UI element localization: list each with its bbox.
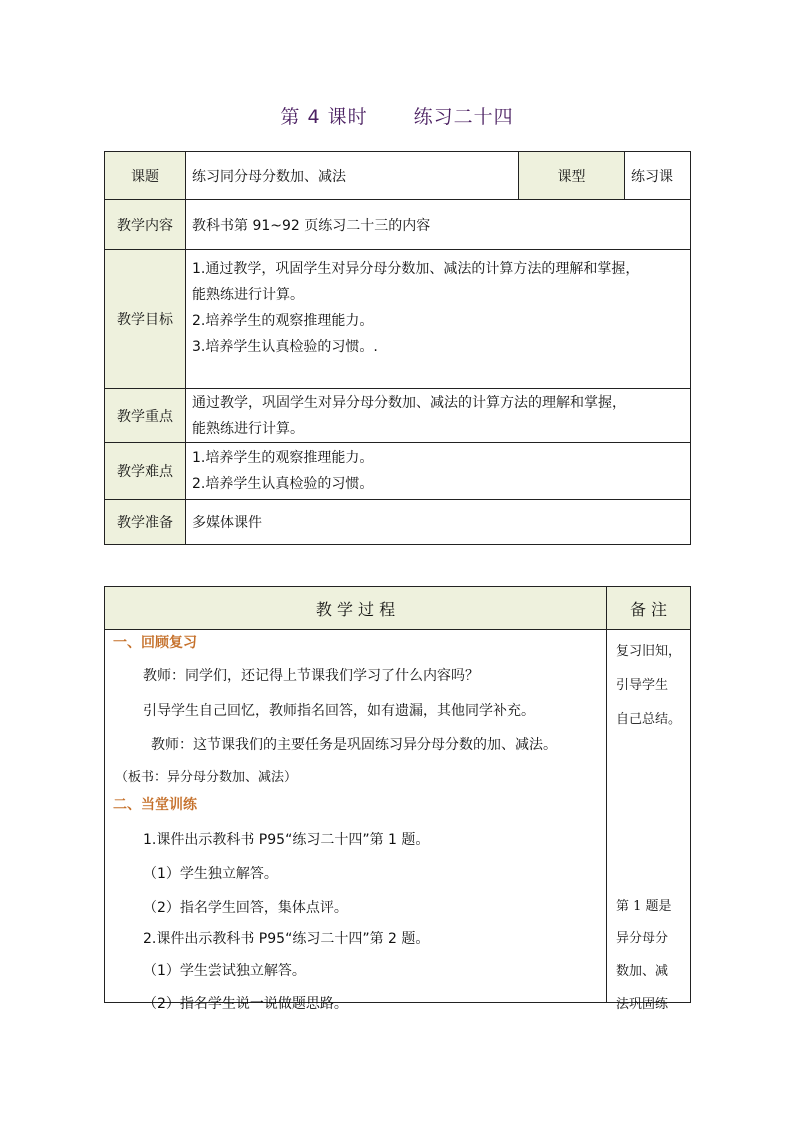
- type-value: 练习课: [625, 152, 691, 200]
- lesson-name: 练习二十四: [413, 106, 514, 128]
- note-line: 法巩固练: [616, 997, 669, 1012]
- prep-value: 多媒体课件: [186, 500, 691, 545]
- lesson-number: 第 4 课时: [280, 106, 368, 128]
- topic-label: 课题: [105, 152, 186, 200]
- key-value: [186, 389, 691, 443]
- topic-value: 练习同分母分数加、减法: [186, 152, 519, 200]
- process-line: 教师：同学们，还记得上节课我们学习了什么内容吗？: [143, 668, 479, 684]
- note-line: 异分母分: [616, 931, 669, 946]
- notes-body: [607, 630, 691, 1012]
- key-label: 教学重点: [105, 389, 186, 443]
- goal-line: 1.通过教学，巩固学生对异分母分数加、减法的计算方法的理解和掌握，: [192, 261, 640, 277]
- goals-value: [186, 250, 691, 389]
- content-label: 教学内容: [105, 200, 186, 250]
- process-header: 教 学 过 程: [105, 587, 607, 630]
- process-line: （2）指名学生说一说做题思路。: [143, 996, 348, 1012]
- lesson-info-table: [104, 151, 691, 545]
- goal-line: 3.培养学生认真检验的习惯。.: [192, 339, 378, 355]
- difficulty-line: 1.培养学生的观察推理能力。: [192, 450, 374, 466]
- board-note: （板书：异分母分数加、减法）: [115, 770, 298, 785]
- note-header: 备 注: [607, 587, 691, 630]
- section-practice-title: 二、当堂训练: [113, 797, 197, 813]
- process-line: 2.课件出示教科书 P95“练习二十四”第 2 题。: [143, 931, 430, 947]
- note-line: 数加、减: [616, 964, 669, 979]
- note-line: 复习旧知，: [616, 644, 682, 659]
- process-body: [105, 630, 607, 1012]
- page-title: [0, 102, 794, 134]
- goal-line: 2.培养学生的观察推理能力。: [192, 313, 374, 329]
- process-line: 教师：这节课我们的主要任务是巩固练习异分母分数的加、减法。: [151, 737, 557, 753]
- process-line: 1.课件出示教科书 P95“练习二十四”第 1 题。: [143, 832, 430, 848]
- difficulty-label: 教学难点: [105, 443, 186, 500]
- content-value: 教科书第 91~92 页练习二十三的内容: [186, 200, 691, 250]
- goal-line: 能熟练进行计算。: [192, 287, 304, 303]
- prep-label: 教学准备: [105, 500, 186, 545]
- process-table: [104, 586, 691, 1012]
- goals-label: 教学目标: [105, 250, 186, 389]
- process-line: 引导学生自己回忆，教师指名回答，如有遗漏，其他同学补充。: [143, 703, 535, 719]
- section-review-title: 一、回顾复习: [113, 635, 197, 651]
- note-line: 第 1 题是: [616, 899, 672, 914]
- note-line: 自己总结。: [616, 712, 682, 727]
- type-label: 课型: [519, 152, 625, 200]
- difficulty-line: 2.培养学生认真检验的习惯。: [192, 476, 374, 492]
- note-line: 引导学生: [616, 678, 669, 693]
- process-line: （2）指名学生回答，集体点评。: [143, 900, 348, 916]
- key-line: 通过教学，巩固学生对异分母分数加、减法的计算方法的理解和掌握，: [192, 394, 626, 411]
- key-line: 能熟练进行计算。: [192, 420, 304, 437]
- process-line: （1）学生尝试独立解答。: [143, 963, 306, 979]
- process-line: （1）学生独立解答。: [143, 866, 278, 882]
- difficulty-value: [186, 443, 691, 500]
